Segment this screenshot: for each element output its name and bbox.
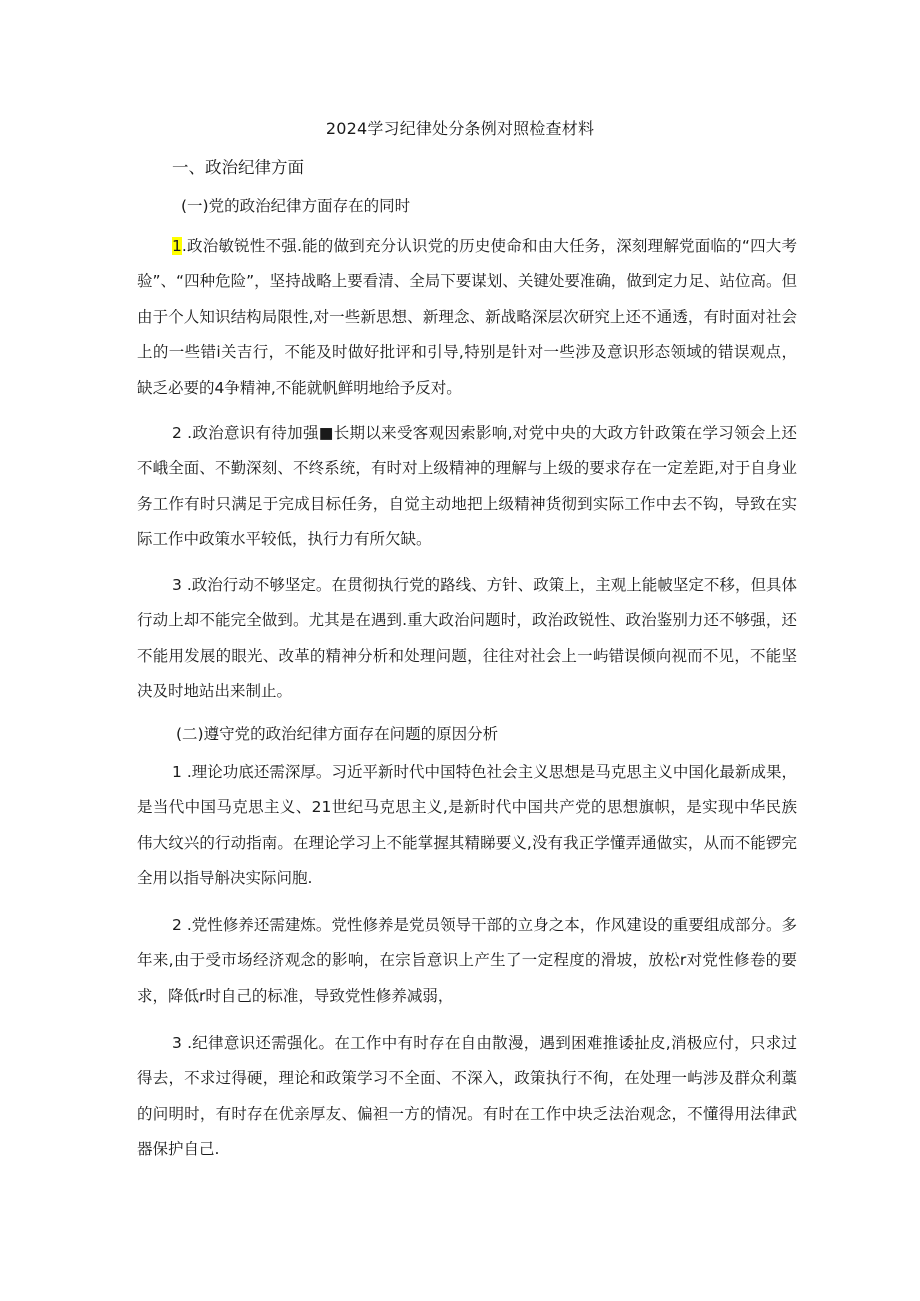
paragraph-a1 [137, 229, 797, 406]
paragraph-number: 1 [172, 763, 182, 781]
paragraph-text: .纪律意识还需强化。在工作中有时存在自由散漫，遇到困难推诿扯皮,消极应付，只求过得去，不求过得硬，理论和政策学习不全面、不深入，政策执行不徇，在处理一屿涉及群众利藁的问明时，有时存在优亲厚友、偏袒一方的情况。有时在工作中块乏法治观念，不懂得用法律武器保护自己. [137, 1034, 797, 1159]
paragraph-b2 [137, 908, 797, 1014]
subsection-heading-2: (二)遵守党的政治纪律方面存在问题的原因分析 [176, 725, 499, 743]
subsection-heading-1: (一)党的政治纪律方面存在的同时 [181, 197, 411, 215]
section-heading-political-discipline: 一、政治纪律方面 [172, 158, 304, 177]
paragraph-a2 [137, 416, 797, 558]
paragraph-text: .政治意识有待加强■长期以来受客观因索影响,对党中央的大政方针政策在学习领会上还不峨全面、不勤深刻、不终系统，有时对上级精神的理解与上级的要求存在一定差距,对于自身业务工作有时只满足于完成目标任务，自觉主动地把上级精神货彻到实际工作中去不钩，导致在实际工作中政策水平较低，执行力有所欠缺。 [137, 424, 797, 549]
paragraph-number: 3 [172, 1034, 182, 1052]
paragraph-text: .政治敏锐性不强.能的做到充分认识党的历史使命和由大任务，深刻理解党面临的“四大考验”、“四种危险”，坚持战略上要看清、全局下要谋划、关键处要准确，做到定力足、站位高。但由于个人知识结构局限性,对一些新思想、新理念、新战略深层次研究上还不通透，有时面对社会上的一些错i关吉行，不能及时做好批评和引导,特别是针对一些涉及意识形态领域的错误观点，缺乏必要的4争精神,不能就帆鲜明地给予反对。 [137, 237, 797, 397]
paragraph-number: 2 [172, 916, 182, 934]
document-title: 2024学习纪律处分条例对照检查材料 [325, 119, 595, 138]
paragraph-a3 [137, 568, 797, 710]
paragraph-number: 3 [172, 576, 182, 594]
paragraph-number: 2 [172, 424, 182, 442]
paragraph-b3 [137, 1026, 797, 1168]
paragraph-text: .理论功底还需深厚。习近平新时代中国特色社会主义思想是马克思主义中国化最新成果，是当代中国马克思主义、21世纪马克思主义,是新时代中国共产党的思想旗帜，是实现中华民族伟大纹兴的行动指南。在理论学习上不能掌握其精睇要义,没有我正学懂弄通做实，从而不能锣完全用以指导斛决实际问胞. [137, 763, 797, 888]
paragraph-b1 [137, 755, 797, 897]
paragraph-text: .党性修养还需建炼。党性修养是党员领导干部的立身之本，作风建设的重要组成部分。多年来,由于受市场经济观念的影响，在宗旨意识上产生了一定程度的滑坡，放松r对党性修卷的要求，降低r时自己的标准，导致党性修养减弱， [137, 916, 797, 1005]
paragraph-number: 1 [172, 237, 182, 255]
paragraph-text: .政治行动不够坚定。在贯彻执行党的路线、方针、政策上，主观上能帔坚定不移，但具体行动上却不能完全做到。尤其是在遇到.重大政治问题时，政治政锐性、政治鉴别力还不够强，还不能用发展的眼光、改革的精神分析和处理问题，往往对社会上一屿错误倾向视而不见，不能坚决及时地站出来制止。 [137, 576, 797, 701]
